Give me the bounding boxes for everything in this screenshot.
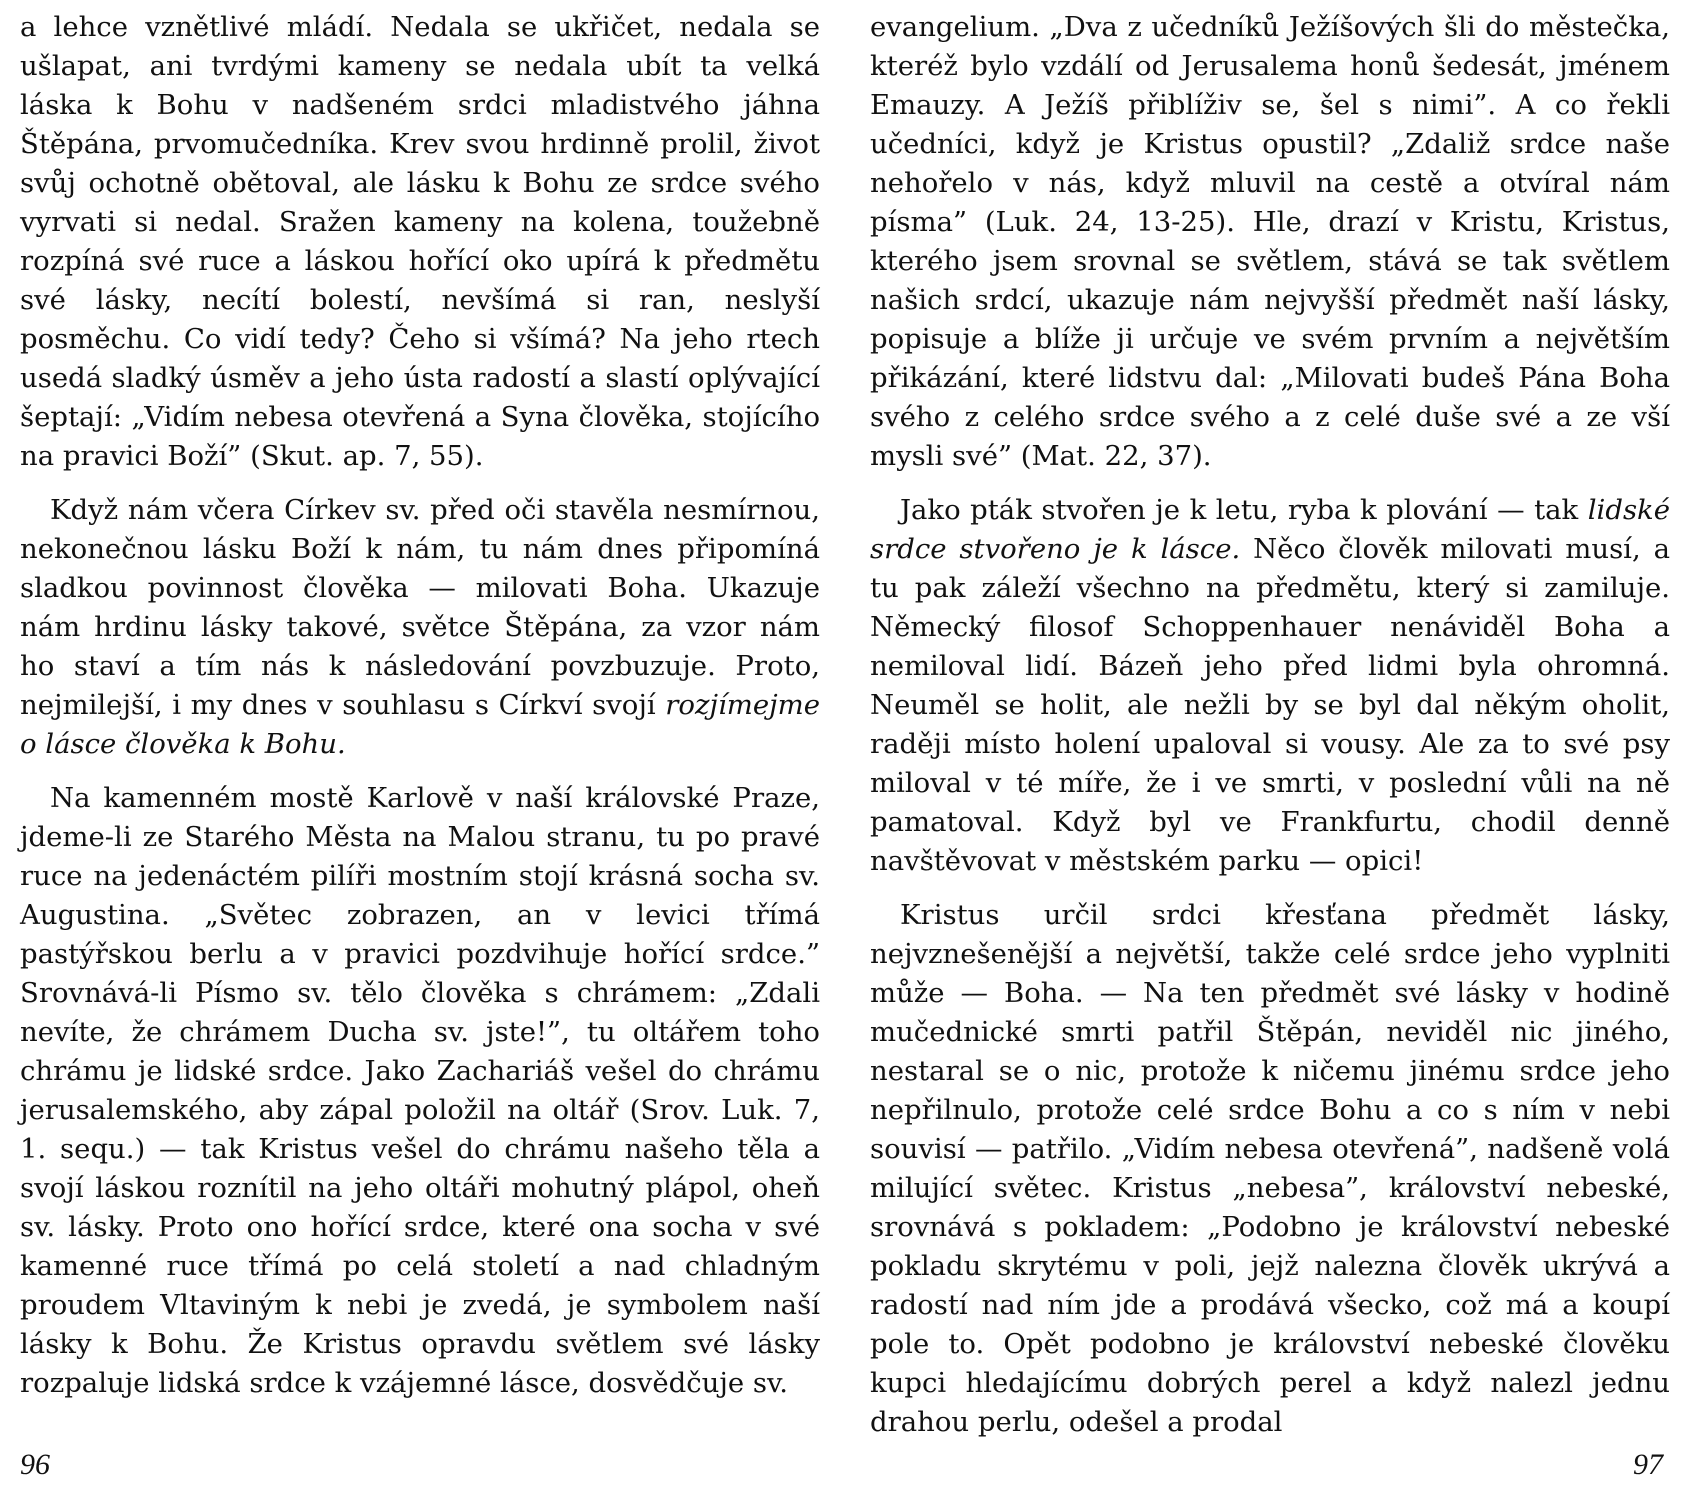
paragraph: [20, 8, 820, 476]
text-run: Na kamenném mostě Karlově v naší královské Praze, jdeme-li ze Starého Města na Malou stranu, tu po pravé ruce na jedenáctém pilíři mostním stojí krásná socha sv. Augustina. „Světec zobrazen, an v levici třímá pastýřskou berlu a v pravici pozdvihuje hořící srdce.” Srovnává-li Písmo sv. tělo člověka s chrámem: „Zdali nevíte, že chrámem Ducha sv. jste!”, tu oltářem toho chrámu je lidské srdce. Jako Zachariáš vešel do chrámu jerusalemského, aby zápal položil na oltář (Srov. Luk. 7, 1. sequ.) — tak Kristus vešel do chrámu našeho těla a svojí láskou roznítil na jeho oltáři mohutný plápol, oheň sv. lásky. Proto ono hořící srdce, které ona socha v své kamenné ruce třímá po celá století a nad chladným proudem Vltaviným k nebi je zvedá, je symbolem naší lásky k Bohu. Že Kristus opravdu světlem své lásky rozpaluje lidská srdce k vzájemné lásce, dosvědčuje sv.: [20, 782, 820, 1399]
text-run: Když nám včera Církev sv. před oči stavěla nesmírnou, nekonečnou lásku Boží k nám, tu nám dnes připomíná sladkou povinnost člověka — milovati Boha. Ukazuje nám hrdinu lásky takové, světce Štěpána, za vzor nám ho staví a tím nás k následování povzbuzuje. Proto, nejmilejší, i my dnes v souhlasu s Církví svojí: [20, 494, 820, 721]
text-run: Kristus určil srdci křesťana předmět lásky, nejvznešenější a největší, takže celé srdce jeho vyplniti může — Boha. — Na ten předmět své lásky v hodině mučednické smrti patřil Štěpán, neviděl nic jiného, nestaral se o nic, protože k ničemu jinému srdce jeho nepřilnulo, protože celé srdce Bohu a co s ním v nebi souvisí — patřilo. „Vidím nebesa otevřená”, nadšeně volá milující světec. Kristus „nebesa”, království nebeské, srovnává s pokladem: „Podobno je království nebeské pokladu skrytému v poli, jejž nalezna člověk ukrývá a radostí nad ním jde a prodává všecko, což má a koupí pole to. Opět podobno je království nebeské člověku kupci hledajícímu dobrých perel a když nalezl jednu drahou perlu, odešel a prodal: [870, 899, 1670, 1438]
left-text-column: [20, 8, 820, 1418]
text-run: evangelium. „Dva z učedníků Ježíšových šli do městečka, kteréž bylo vzdálí od Jerusalema honů šedesát, jménem Emauzy. A Ježíš přiblíživ se, šel s nimi”. A co řekli učedníci, když je Kristus opustil? „Zdaliž srdce naše nehořelo v nás, když mluvil na cestě a otvíral nám písma” (Luk. 24, 13-25). Hle, drazí v Kristu, Kristus, kterého jsem srovnal se světlem, stává se tak světlem našich srdcí, ukazuje nám nejvyšší předmět naší lásky, popisuje a blíže ji určuje ve svém prvním a největším přikázání, které lidstvu dal: „Milovati budeš Pána Boha svého z celého srdce svého a z celé duše své a ze vší mysli své” (Mat. 22, 37).: [870, 11, 1670, 472]
paragraph: [870, 8, 1670, 476]
paragraph: [870, 491, 1670, 881]
paragraph: [20, 491, 820, 764]
right-page: [843, 0, 1687, 1500]
left-page: [0, 0, 843, 1500]
right-text-column: [870, 8, 1670, 1457]
text-run: Jako pták stvořen je k letu, ryba k plování — tak: [900, 494, 1588, 526]
paragraph: [20, 779, 820, 1403]
italic-text-run: rozjímejme o lásce člověka k Bohu.: [20, 689, 820, 760]
italic-text-run: lidské srdce stvořeno je k lásce.: [870, 494, 1670, 565]
text-run: Něco člověk milovati musí, a tu pak záleží všechno na předmětu, který si zamiluje. Německý filosof Schoppenhauer nenáviděl Boha a nemiloval lidí. Bázeň jeho před lidmi byla ohromná. Neuměl se holit, ale nežli by se byl dal někým oholit, raději místo holení upaloval si vousy. Ale za to své psy miloval v té míře, že i ve smrti, v poslední vůli na ně pamatoval. Když byl ve Frankfurtu, chodil denně navštěvovat v městském parku — opici!: [870, 533, 1671, 877]
left-page-number: 96: [20, 1448, 50, 1481]
text-run: a lehce vznětlivé mládí. Nedala se ukřičet, nedala se ušlapat, ani tvrdými kameny se nedala ubít ta velká láska k Bohu v nadšeném srdci mladistvého jáhna Štěpána, prvomučedníka. Krev svou hrdinně prolil, život svůj ochotně obětoval, ale lásku k Bohu ze srdce svého vyrvati si nedal. Sražen kameny na kolena, toužebně rozpíná své ruce a láskou hořící oko upírá k předmětu své lásky, necítí bolestí, nevšímá si ran, neslyší posměchu. Co vidí tedy? Čeho si všímá? Na jeho rtech usedá sladký úsměv a jeho ústa radostí a slastí oplývající šeptají: „Vidím nebesa otevřená a Syna člověka, stojícího na pravici Boží” (Skut. ap. 7, 55).: [20, 11, 820, 472]
right-page-number: 97: [1633, 1448, 1663, 1481]
paragraph: [870, 896, 1670, 1442]
